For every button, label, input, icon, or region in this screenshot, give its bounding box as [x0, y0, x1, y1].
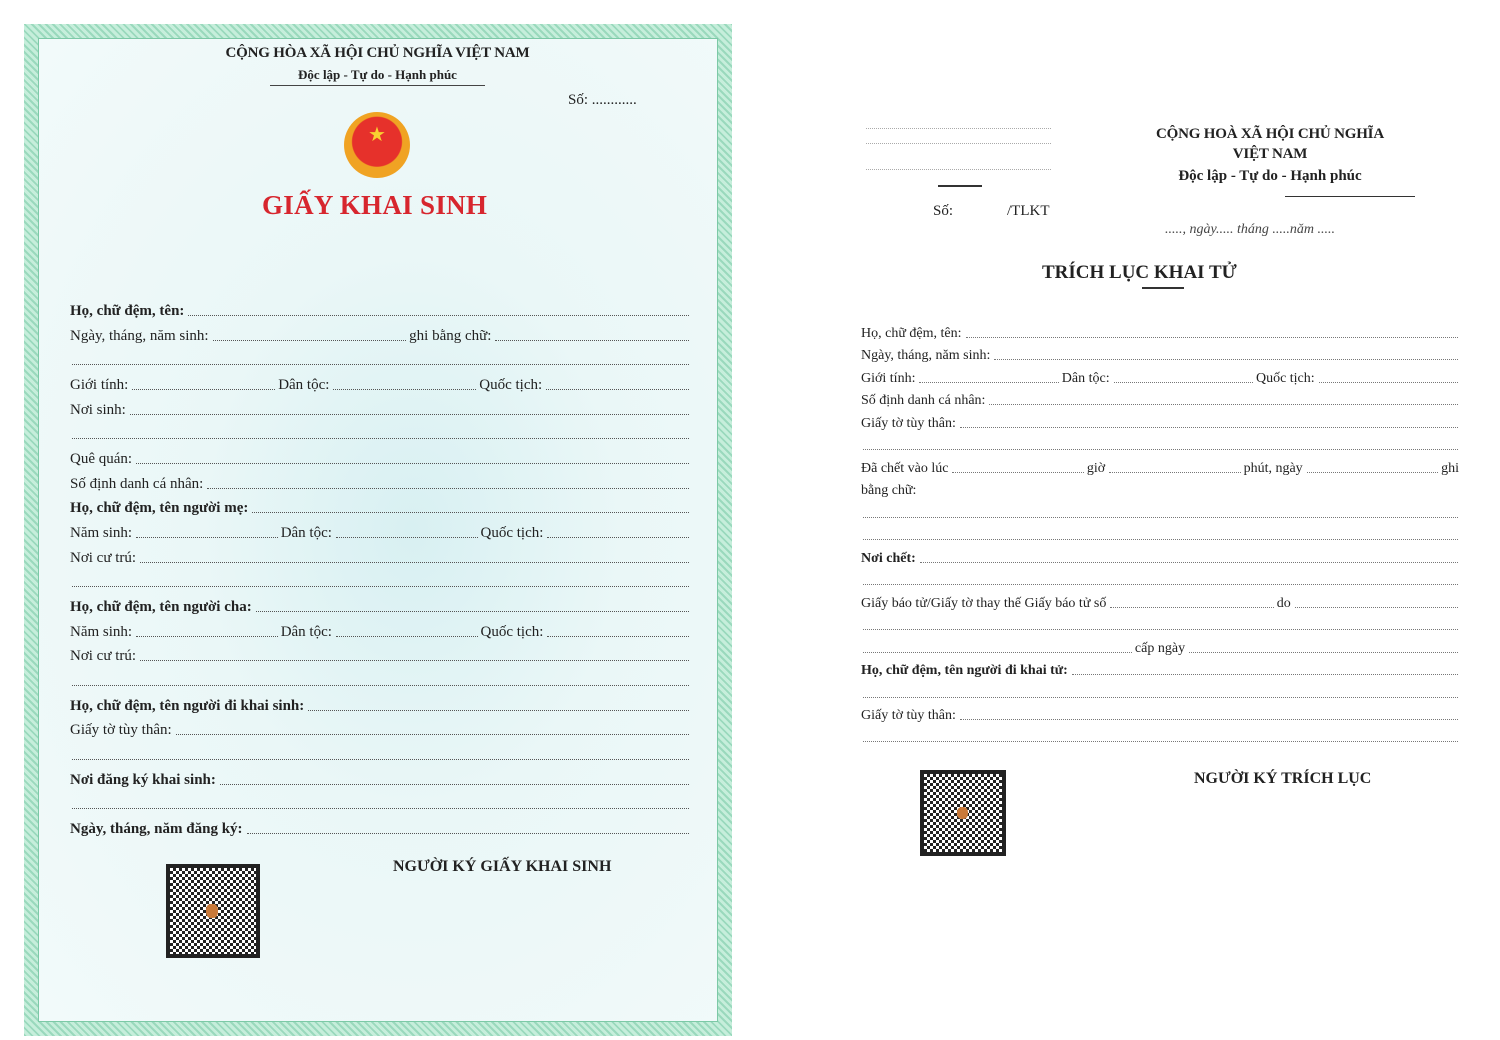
field-blank[interactable] — [136, 636, 278, 637]
field-blank[interactable] — [863, 584, 1458, 585]
field-row — [70, 769, 692, 789]
field-blank[interactable] — [989, 404, 1458, 405]
field-row — [70, 325, 692, 345]
field-blank[interactable] — [1109, 472, 1240, 473]
field-label: Năm sinh: — [70, 525, 133, 542]
national-title: CỘNG HÒA XÃ HỘI CHỦ NGHĨA VIỆT NAM — [225, 45, 530, 61]
field-blank[interactable] — [72, 808, 689, 809]
field-label: Họ, chữ đệm, tên người mẹ: — [70, 500, 249, 517]
field-row — [861, 389, 1461, 409]
field-label: Giấy tờ tùy thân: — [70, 722, 172, 739]
qr-code — [920, 770, 1006, 856]
field-label: ghi bằng chữ: — [409, 327, 492, 344]
field-blank[interactable] — [136, 537, 278, 538]
field-blank[interactable] — [72, 685, 689, 686]
field-blank[interactable] — [1189, 652, 1458, 653]
field-blank[interactable] — [952, 472, 1083, 473]
number-label: Số: — [933, 203, 954, 219]
field-label: Quốc tịch: — [1255, 370, 1315, 386]
field-row — [70, 349, 692, 369]
field-label: Ngày, tháng, năm đăng ký: — [70, 821, 243, 838]
field-row — [70, 571, 692, 591]
field-blank[interactable] — [176, 734, 689, 735]
field-blank[interactable] — [72, 586, 689, 587]
field-blank[interactable] — [1114, 382, 1253, 383]
field-row — [70, 374, 692, 394]
national-title-line1: CỘNG HOÀ XÃ HỘI CHỦ NGHĨA — [1156, 126, 1384, 142]
field-label: Năm sinh: — [70, 623, 133, 640]
field-row — [70, 399, 692, 419]
field-row — [70, 793, 692, 813]
field-blank[interactable] — [863, 539, 1458, 540]
field-row — [70, 719, 692, 739]
field-blank[interactable] — [336, 537, 478, 538]
field-label: giờ — [1086, 460, 1106, 476]
field-row — [861, 502, 1461, 522]
field-row — [861, 592, 1461, 612]
field-label: Giới tính: — [70, 377, 129, 393]
divider — [938, 185, 982, 187]
field-blank[interactable] — [547, 537, 689, 538]
field-label: Họ, chữ đệm, tên: — [861, 326, 962, 341]
field-label: Số định danh cá nhân: — [861, 393, 986, 409]
field-blank[interactable] — [247, 833, 689, 834]
field-blank[interactable] — [920, 562, 1458, 563]
field-blank[interactable] — [960, 719, 1458, 720]
field-label: ghi — [1441, 460, 1459, 476]
field-row — [70, 621, 692, 641]
field-blank[interactable] — [863, 629, 1458, 630]
field-blank[interactable] — [863, 517, 1458, 518]
field-blank[interactable] — [1307, 472, 1438, 473]
field-blank[interactable] — [333, 389, 476, 390]
field-blank[interactable] — [207, 488, 689, 489]
field-label: Quê quán: — [70, 451, 133, 468]
field-label: Họ, chữ đệm, tên người đi khai tử: — [861, 663, 1068, 679]
field-label: Dân tộc: — [1061, 370, 1110, 386]
field-row — [861, 412, 1461, 432]
field-row — [861, 524, 1461, 544]
field-label: phút, ngày — [1243, 460, 1303, 476]
field-blank[interactable] — [308, 710, 689, 711]
field-row — [861, 659, 1461, 679]
field-blank[interactable] — [1319, 382, 1458, 383]
field-label: Nơi chết: — [861, 550, 916, 566]
field-label: Dân tộc: — [278, 377, 330, 393]
field-blank[interactable] — [495, 340, 689, 341]
field-blank[interactable] — [960, 427, 1458, 428]
field-blank[interactable] — [863, 697, 1458, 698]
field-row — [861, 704, 1461, 724]
field-label: Nơi đăng ký khai sinh: — [70, 771, 216, 788]
field-label: Nơi cư trú: — [70, 549, 137, 566]
field-blank[interactable] — [252, 512, 689, 513]
field-blank[interactable] — [140, 660, 689, 661]
field-blank[interactable] — [188, 315, 689, 316]
field-blank[interactable] — [130, 414, 689, 415]
field-blank[interactable] — [1295, 607, 1458, 608]
field-blank[interactable] — [863, 449, 1458, 450]
field-blank[interactable] — [919, 382, 1058, 383]
field-blank[interactable] — [220, 784, 689, 785]
field-row — [70, 744, 692, 764]
national-emblem-icon: ★ — [344, 112, 410, 178]
field-label: Ngày, tháng, năm sinh: — [861, 348, 991, 364]
field-row — [70, 497, 692, 517]
divider — [1285, 196, 1415, 197]
field-row — [861, 569, 1461, 589]
field-label: Giấy tờ tùy thân: — [861, 415, 956, 431]
field-blank[interactable] — [1072, 674, 1458, 675]
field-blank[interactable] — [994, 359, 1458, 360]
field-row — [861, 434, 1461, 454]
field-row — [70, 695, 692, 715]
field-row — [70, 818, 692, 838]
field-row — [70, 522, 692, 542]
field-label: Số định danh cá nhân: — [70, 475, 204, 492]
field-label: Đã chết vào lúc — [861, 460, 949, 476]
field-row — [861, 547, 1461, 567]
field-label: cấp ngày — [1134, 640, 1186, 656]
document-title: GIẤY KHAI SINH — [262, 190, 488, 220]
field-row — [70, 423, 692, 443]
field-label: Họ, chữ đệm, tên người cha: — [70, 599, 252, 616]
field-blank[interactable] — [336, 636, 478, 637]
field-row — [70, 596, 692, 616]
motto: Độc lập - Tự do - Hạnh phúc — [1178, 168, 1362, 184]
field-label: Giới tính: — [861, 370, 916, 386]
field-row — [861, 367, 1461, 387]
document-title: TRÍCH LỤC KHAI TỬ — [1042, 262, 1237, 283]
field-row — [861, 322, 1461, 342]
qr-code — [166, 864, 260, 958]
field-label: Nơi sinh: — [70, 401, 126, 418]
field-label: Họ, chữ đệm, tên người đi khai sinh: — [70, 697, 305, 714]
field-blank[interactable] — [213, 340, 407, 341]
field-label: Nơi cư trú: — [70, 648, 137, 665]
field-row — [70, 448, 692, 468]
motto: Độc lập - Tự do - Hạnh phúc — [270, 67, 485, 86]
date-line: ....., ngày..... tháng .....năm ..... — [1165, 222, 1335, 237]
field-label: Giấy tờ tùy thân: — [861, 707, 956, 723]
field-blank[interactable] — [1110, 607, 1273, 608]
field-label: do — [1276, 595, 1291, 611]
field-row — [861, 682, 1461, 702]
field-blank[interactable] — [72, 438, 689, 439]
field-row — [861, 344, 1461, 364]
field-label: Quốc tịch: — [480, 525, 544, 542]
field-label: Dân tộc: — [280, 525, 332, 542]
field-blank[interactable] — [136, 463, 689, 464]
field-blank[interactable] — [140, 562, 689, 563]
field-blank[interactable] — [547, 636, 689, 637]
field-blank[interactable] — [546, 389, 689, 390]
field-label: bằng chữ: — [861, 483, 917, 499]
field-blank[interactable] — [72, 364, 689, 365]
divider — [1142, 287, 1184, 289]
field-row — [70, 670, 692, 690]
field-label: Dân tộc: — [280, 623, 332, 640]
field-row — [70, 645, 692, 665]
field-row — [861, 457, 1461, 477]
field-label: Ngày, tháng, năm sinh: — [70, 327, 209, 344]
certificate-number: Số: ............ — [568, 92, 637, 108]
field-row — [861, 637, 1461, 657]
field-row — [70, 473, 692, 493]
field-blank[interactable] — [863, 741, 1458, 742]
field-blank[interactable] — [863, 652, 1132, 653]
field-blank[interactable] — [72, 759, 689, 760]
field-row — [861, 614, 1461, 634]
field-row — [861, 479, 1461, 499]
signer-title: NGƯỜI KÝ GIẤY KHAI SINH — [393, 858, 612, 875]
field-row — [70, 300, 692, 320]
number-suffix: /TLKT — [1007, 203, 1050, 219]
field-row — [861, 726, 1461, 746]
signer-title: NGƯỜI KÝ TRÍCH LỤC — [1194, 770, 1372, 787]
field-label: Quốc tịch: — [479, 377, 543, 393]
issuing-authority-placeholder — [866, 128, 1051, 170]
field-row — [70, 547, 692, 567]
field-label: Quốc tịch: — [480, 623, 544, 640]
field-label: Giấy báo tử/Giấy tờ thay thế Giấy báo tử số — [861, 595, 1107, 611]
field-blank[interactable] — [966, 337, 1458, 338]
national-title-line2: VIỆT NAM — [1232, 146, 1308, 162]
field-label: Họ, chữ đệm, tên: — [70, 303, 185, 319]
field-blank[interactable] — [256, 611, 689, 612]
field-blank[interactable] — [132, 389, 275, 390]
